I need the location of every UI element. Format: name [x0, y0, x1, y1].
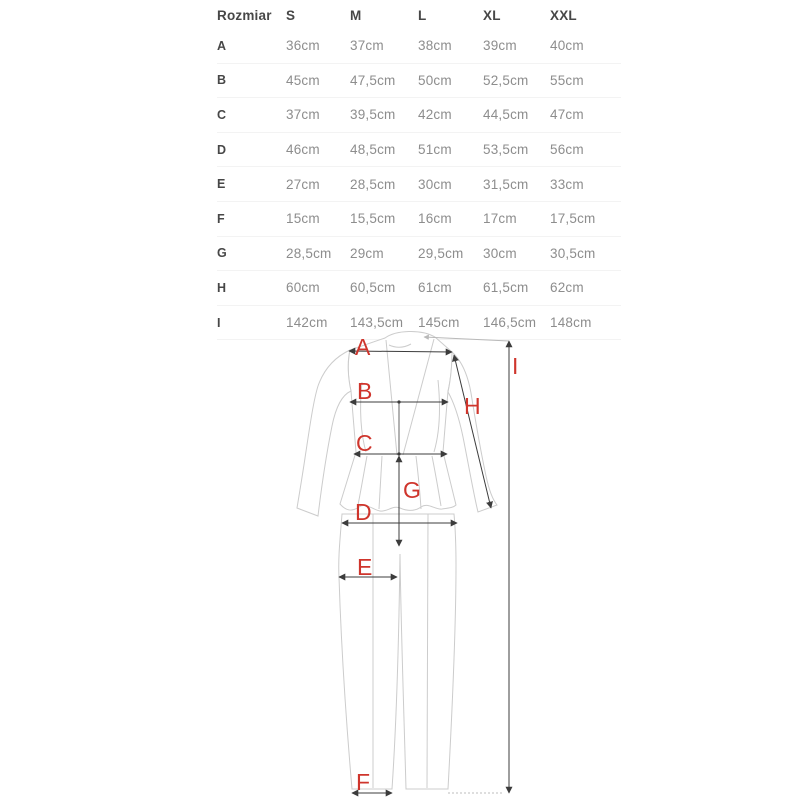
row-label: F — [217, 211, 225, 226]
size-value-cell: 31,5cm — [483, 176, 529, 192]
size-value-cell: 28,5cm — [286, 245, 332, 261]
size-table-body — [217, 29, 621, 340]
size-value-cell: 39cm — [483, 38, 517, 54]
size-value-cell: 39,5cm — [350, 107, 396, 123]
measure-dot-c — [397, 452, 400, 455]
table-row — [217, 98, 621, 133]
size-value-cell: 46cm — [286, 142, 320, 158]
diagram-label-a: A — [355, 334, 371, 360]
size-value-cell: 17,5cm — [550, 211, 596, 227]
diagram-label-d: D — [355, 499, 372, 525]
size-value-cell: 146,5cm — [483, 315, 537, 331]
header-size-l: L — [418, 8, 427, 23]
size-value-cell: 60cm — [286, 280, 320, 296]
size-value-cell: 55cm — [550, 72, 584, 88]
diagram-label-e: E — [357, 554, 373, 580]
size-value-cell: 36cm — [286, 38, 320, 54]
size-value-cell: 42cm — [418, 107, 452, 123]
size-value-cell: 38cm — [418, 38, 452, 54]
diagram-label-c: C — [356, 430, 373, 456]
size-value-cell: 44,5cm — [483, 107, 529, 123]
size-table — [217, 2, 621, 340]
diagram-label-i: I — [512, 353, 519, 379]
size-value-cell: 30cm — [483, 245, 517, 261]
row-label: A — [217, 38, 227, 53]
row-label: C — [217, 107, 227, 122]
table-row — [217, 133, 621, 168]
diagram-label-f: F — [356, 769, 371, 795]
size-value-cell: 30,5cm — [550, 245, 596, 261]
size-value-cell: 52,5cm — [483, 72, 529, 88]
header-size-xxl: XXL — [550, 8, 577, 23]
diagram-label-g: G — [403, 477, 421, 503]
size-value-cell: 40cm — [550, 38, 584, 54]
size-value-cell: 148cm — [550, 315, 592, 331]
size-value-cell: 143,5cm — [350, 315, 404, 331]
diagram-label-b: B — [357, 378, 373, 404]
size-value-cell: 30cm — [418, 176, 452, 192]
size-value-cell: 62cm — [550, 280, 584, 296]
row-label: E — [217, 177, 226, 192]
size-value-cell: 51cm — [418, 142, 452, 158]
size-value-cell: 29cm — [350, 245, 384, 261]
size-value-cell: 56cm — [550, 142, 584, 158]
size-value-cell: 28,5cm — [350, 176, 396, 192]
size-value-cell: 17cm — [483, 211, 517, 227]
size-value-cell: 47cm — [550, 107, 584, 123]
size-value-cell: 61cm — [418, 280, 452, 296]
header-size-xl: XL — [483, 8, 501, 23]
size-value-cell: 15,5cm — [350, 211, 396, 227]
size-value-cell: 29,5cm — [418, 245, 464, 261]
size-value-cell: 142cm — [286, 315, 328, 331]
size-value-cell: 47,5cm — [350, 72, 396, 88]
diagram-label-h: H — [464, 393, 481, 419]
header-label-cell: Rozmiar — [217, 8, 272, 23]
row-label: H — [217, 280, 227, 295]
size-value-cell: 27cm — [286, 176, 320, 192]
size-value-cell: 16cm — [418, 211, 452, 227]
garment-diagram-svg — [270, 330, 540, 800]
table-row — [217, 29, 621, 64]
size-value-cell: 145cm — [418, 315, 460, 331]
header-size-m: M — [350, 8, 362, 23]
size-value-cell: 45cm — [286, 72, 320, 88]
table-row — [217, 237, 621, 272]
size-value-cell: 53,5cm — [483, 142, 529, 158]
size-value-cell: 33cm — [550, 176, 584, 192]
size-value-cell: 60,5cm — [350, 280, 396, 296]
size-value-cell: 61,5cm — [483, 280, 529, 296]
size-value-cell: 15cm — [286, 211, 320, 227]
size-value-cell: 50cm — [418, 72, 452, 88]
table-row — [217, 271, 621, 306]
row-label: I — [217, 315, 221, 330]
row-label: G — [217, 246, 227, 261]
size-value-cell: 48,5cm — [350, 142, 396, 158]
size-value-cell: 37cm — [350, 38, 384, 54]
row-label: B — [217, 73, 227, 88]
table-row — [217, 64, 621, 99]
table-row — [217, 202, 621, 237]
garment-diagram — [270, 330, 540, 800]
sleeve-left — [297, 350, 351, 516]
header-size-s: S — [286, 8, 296, 23]
size-table-header — [217, 2, 621, 29]
row-label: D — [217, 142, 227, 157]
table-row — [217, 167, 621, 202]
size-value-cell: 37cm — [286, 107, 320, 123]
